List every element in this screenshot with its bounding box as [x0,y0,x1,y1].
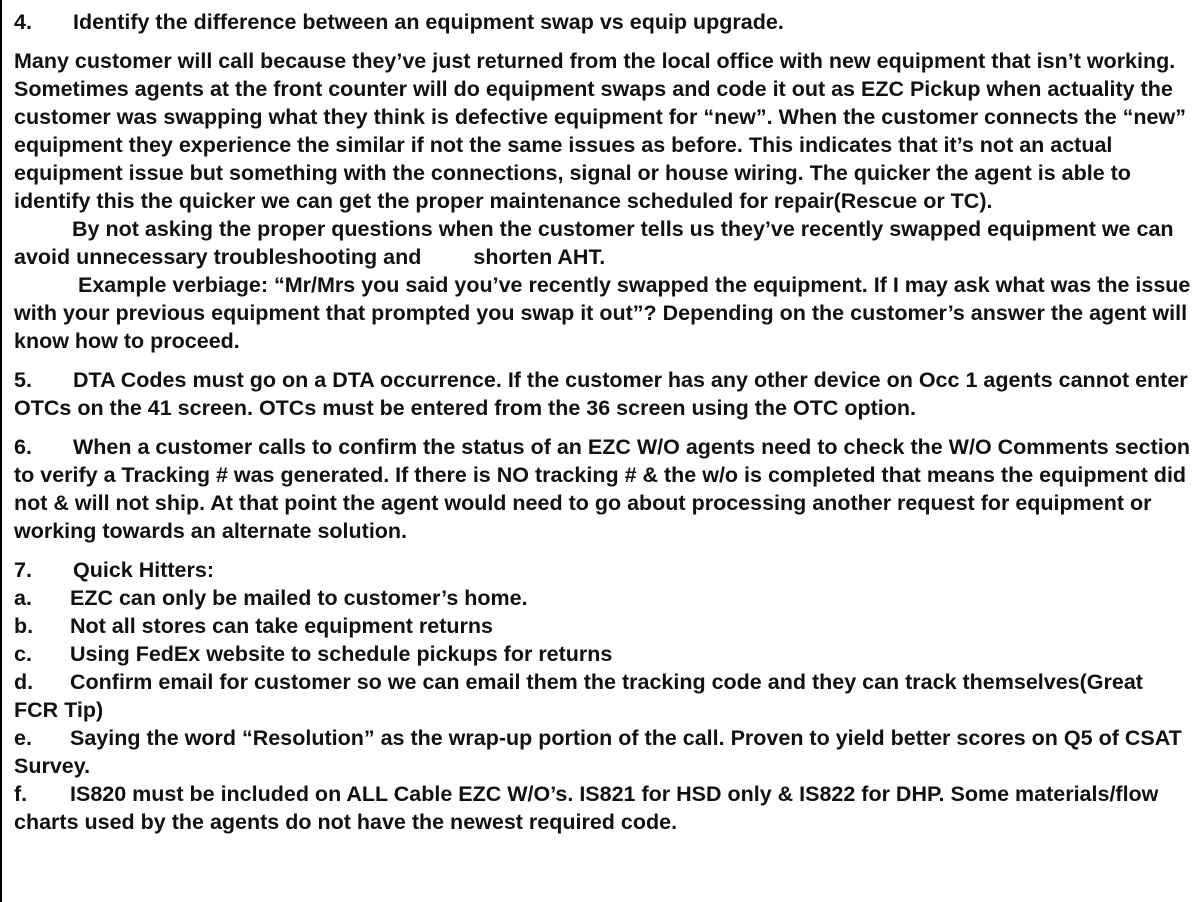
section-6-text [14,433,1192,545]
list-letter: a. [14,586,32,610]
list-text: Using FedEx website to schedule pickups for returns [70,642,613,666]
paragraph: Sometimes agents at the front counter will do equipment swaps and code it out as EZC Pickup when actuality the customer was swapping what they think is defective equipment for “new”. When the customer connects the “new” equipment they experience the similar if not the same issues as before. This indicates that it’s not an actual equipment issue but something with the connections, signal or house wiring. The quicker the agent is able to identify this the quicker we can get the proper maintenance scheduled for repair(Rescue or TC). [14,77,1186,213]
paragraph-text: By not asking the proper questions when the customer tells us they’ve recently swapped equipment we can avoid unnecessary troubleshooting and [14,217,1174,269]
list-item [14,668,1192,724]
section-number: 4. [14,10,32,34]
list-item [14,640,1192,668]
section-4-heading [14,8,1192,36]
section-6 [14,433,1192,545]
list-text: Saying the word “Resolution” as the wrap-up portion of the call. Proven to yield better scores on Q5 of CSAT Survey. [14,726,1182,778]
list-item [14,612,1192,640]
section-7 [14,556,1192,836]
section-text: When a customer calls to confirm the status of an EZC W/O agents need to check the W/O Comments section to verify a Tracking # was generated. If there is NO tracking # & the w/o is completed that means the equipment did not & will not ship. At that point the agent would need to go about processing another request for equipment or working towards an alternate solution. [14,435,1190,543]
list-item [14,584,1192,612]
section-text: DTA Codes must go on a DTA occurrence. If the customer has any other device on Occ 1 agents cannot enter OTCs on the 41 screen. OTCs must be entered from the 36 screen using the OTC option. [14,368,1188,420]
list-text: IS820 must be included on ALL Cable EZC W/O’s. IS821 for HSD only & IS822 for DHP. Some materials/flow charts used by the agents do not have the newest required code. [14,782,1159,834]
section-heading-text: Identify the difference between an equipment swap vs equip upgrade. [73,10,784,34]
list-letter: d. [14,670,34,694]
list-text: Confirm email for customer so we can email them the tracking code and they can track themselves(Great FCR Tip) [14,670,1143,722]
section-5 [14,366,1192,422]
list-item [14,780,1192,836]
section-5-text [14,366,1192,422]
section-7-heading [14,556,1192,584]
section-number: 6. [14,435,32,459]
paragraph: Many customer will call because they’ve just returned from the local office with new equipment that isn’t working. [14,49,1176,73]
paragraph-text: shorten AHT. [473,245,606,269]
section-number: 7. [14,558,32,582]
section-4-body [14,47,1192,355]
list-letter: f. [14,782,28,806]
section-number: 5. [14,368,32,392]
section-4 [14,8,1192,36]
section-heading-text: Quick Hitters: [73,558,214,582]
list-letter: e. [14,726,32,750]
list-letter: b. [14,614,34,638]
list-letter: c. [14,642,32,666]
list-text: EZC can only be mailed to customer’s home. [70,586,528,610]
paragraph: Example verbiage: “Mr/Mrs you said you’ve recently swapped the equipment. If I may ask what was the issue with your previous equipment that prompted you swap it out”? Depending on the customer’s answer the agent will know how to proceed. [14,273,1191,353]
list-text: Not all stores can take equipment returns [70,614,493,638]
list-item [14,724,1192,780]
paragraph [14,215,1192,271]
